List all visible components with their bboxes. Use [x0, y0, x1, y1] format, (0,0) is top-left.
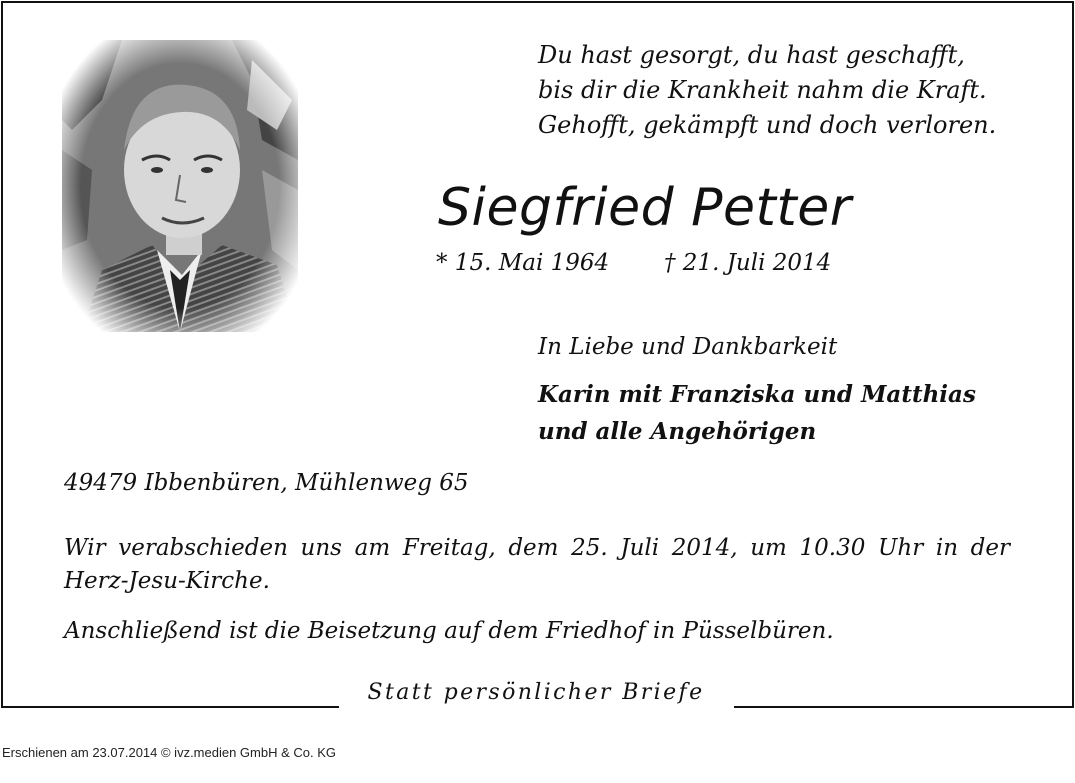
- publication-credit: Erschienen am 23.07.2014 © ivz.medien GmbH & Co. KG: [2, 745, 337, 760]
- mourners-names: [538, 376, 976, 450]
- memorial-poem: [538, 38, 996, 143]
- mourners-line-1: Karin mit Franziska und Matthias: [538, 381, 976, 408]
- frame-bottom-left-rule: [1, 706, 339, 708]
- family-address: 49479 Ibbenbüren, Mühlenweg 65: [64, 470, 469, 496]
- portrait-photo: [62, 40, 298, 332]
- death-date: † 21. Juli 2014: [664, 250, 832, 276]
- poem-line-2: bis dir die Krankheit nahm die Kraft.: [538, 76, 987, 104]
- poem-line-3: Gehofft, gekämpft und doch verloren.: [538, 111, 997, 139]
- poem-line-1: Du hast gesorgt, du hast geschafft,: [538, 41, 965, 69]
- mourners-intro: In Liebe und Dankbarkeit: [538, 334, 838, 360]
- mourners-line-2: und alle Angehörigen: [538, 418, 817, 445]
- footer-caption: Statt persönlicher Briefe: [367, 680, 705, 705]
- frame-bottom-right-rule: [734, 706, 1073, 708]
- service-announcement: Wir verabschieden uns am Freitag, dem 25. Juli 2014, um 10.30 Uhr in der Herz-Jesu-Kirche.: [64, 535, 1010, 594]
- deceased-name: Siegfried Petter: [438, 178, 852, 238]
- burial-announcement: Anschließend ist die Beisetzung auf dem Friedhof in Püsselbüren.: [64, 618, 834, 644]
- birth-date: * 15. Mai 1964: [436, 250, 610, 276]
